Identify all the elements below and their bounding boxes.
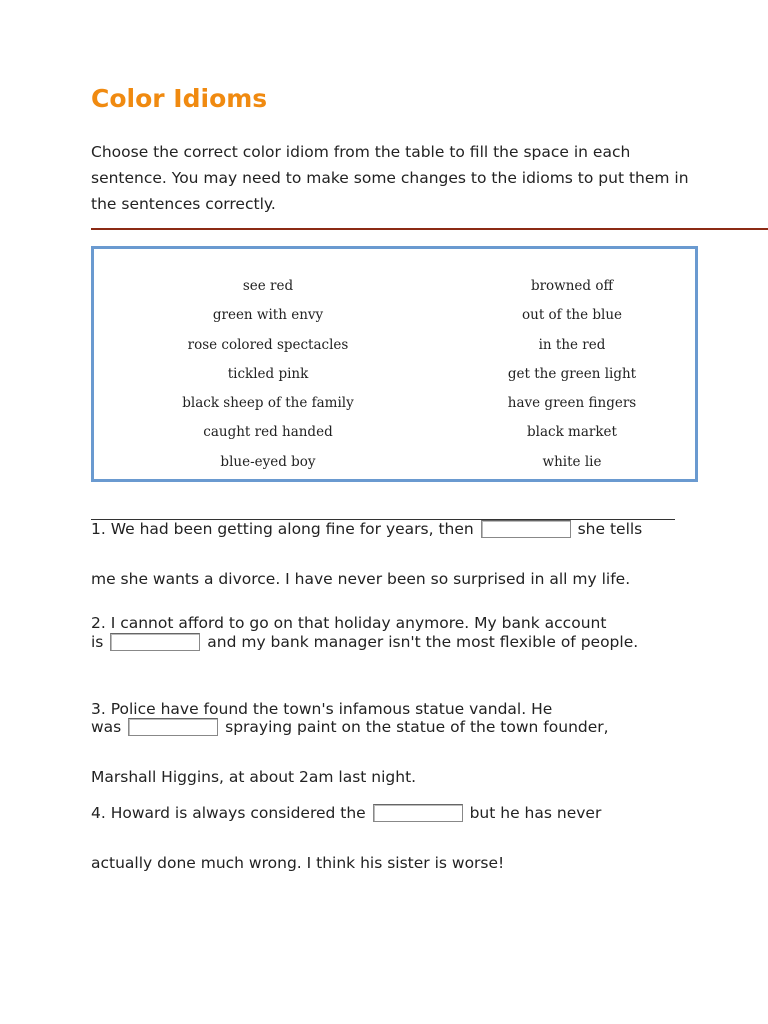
instructions: Choose the correct color idiom from the table to fill the space in each sentence. You may need to make some changes to the idioms to put them in the sentences correctly.	[91, 143, 689, 213]
question-4-line-2: actually done much wrong. I think his sister is worse!	[91, 854, 505, 872]
divider-line	[91, 228, 768, 230]
idiom-column-right	[422, 275, 722, 480]
question-3-line-3: Marshall Higgins, at about 2am last night.	[91, 768, 417, 786]
question-2-line-2	[91, 633, 638, 651]
idiom-item: get the green light	[507, 365, 637, 382]
idiom-item: black market	[527, 424, 617, 441]
idiom-column-left	[118, 275, 418, 480]
question-3-text-c: spraying paint on the statue of the town founder,	[225, 718, 609, 736]
question-3-line-2	[91, 718, 609, 736]
idiom-item: rose colored spectacles	[187, 336, 349, 353]
question-2-text-b: is	[91, 633, 104, 651]
question-1-text-a: 1. We had been getting along fine for years, then	[91, 520, 474, 538]
question-4-text-b: but he has never	[469, 804, 602, 822]
idiom-item: see red	[242, 278, 294, 294]
idiom-item: green with envy	[212, 307, 324, 324]
question-3-answer-field[interactable]	[128, 718, 218, 736]
question-4-line-1	[91, 804, 601, 822]
page-title: Color Idioms	[91, 84, 268, 113]
question-2-text-c: and my bank manager isn't the most flexible of people.	[207, 633, 639, 651]
question-1-text-b: she tells	[577, 520, 643, 538]
idiom-item: out of the blue	[522, 307, 622, 324]
idiom-item: in the red	[538, 336, 606, 353]
question-2-line-1: 2. I cannot afford to go on that holiday anymore. My bank account	[91, 614, 607, 632]
idiom-item: caught red handed	[203, 424, 333, 441]
idiom-table	[91, 246, 698, 482]
question-3-line-1: 3. Police have found the town's infamous statue vandal. He	[91, 700, 553, 718]
idiom-item: black sheep of the family	[182, 395, 354, 412]
question-4-text-a: 4. Howard is always considered the	[91, 804, 366, 822]
idiom-item: blue-eyed boy	[220, 453, 316, 470]
question-1-line-1	[91, 520, 642, 538]
question-4-answer-field[interactable]	[373, 804, 463, 822]
question-3-text-b: was	[91, 718, 122, 736]
question-1-answer-field[interactable]	[481, 520, 571, 538]
idiom-item: have green fingers	[507, 395, 637, 412]
question-1-line-2: me she wants a divorce. I have never been so surprised in all my life.	[91, 570, 631, 588]
question-2-answer-field[interactable]	[110, 633, 200, 651]
idiom-item: white lie	[542, 453, 602, 470]
idiom-item: tickled pink	[227, 365, 309, 382]
idiom-item: browned off	[530, 278, 614, 294]
